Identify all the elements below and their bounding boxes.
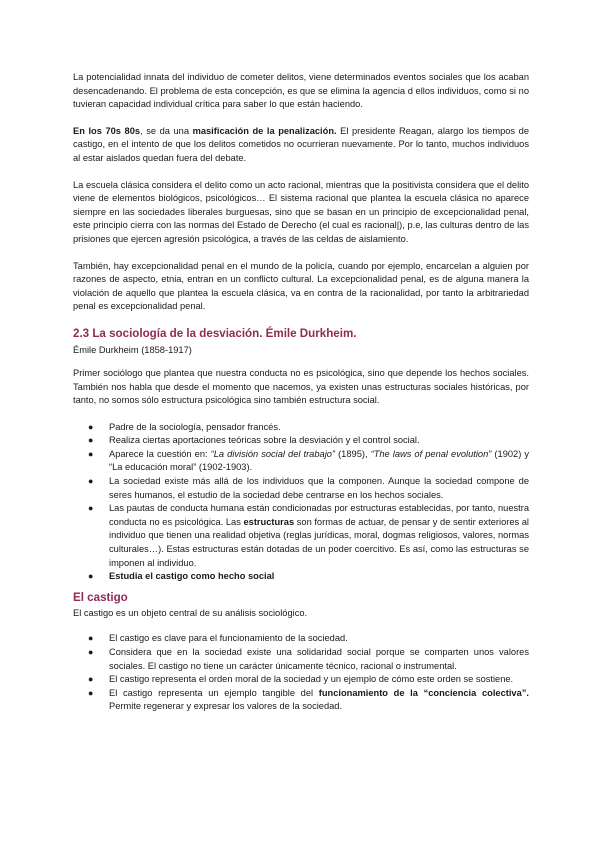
bullet-icon: ● [88, 435, 94, 446]
paragraph-castigo-intro: El castigo es un objeto central de su análisis sociológico. [73, 607, 308, 618]
section-heading-castigo: El castigo [73, 590, 128, 604]
list-item-text: Considera que en la sociedad existe una solidaridad social porque se comparten unos valores sociales. El castigo no tiene un carácter únicamente técnico, racional o instrumental. [109, 647, 529, 671]
bullet-icon: ● [88, 571, 94, 582]
list-item-text: Padre de la sociología, pensador francés. [109, 421, 281, 432]
bullet-icon: ● [88, 687, 94, 698]
list-item [73, 475, 529, 502]
list-item-text: Realiza ciertas aportaciones teóricas sobre la desviación y el control social. [109, 435, 420, 446]
document-body [73, 71, 529, 720]
list-item-text: son formas de actuar, de pensar y de sentir exteriores al individuo que tienen una realidad objetiva (reglas jurídicas, moral, dogmas religiosos, valores, normas culturales…). Estas estructuras están dotadas de un poder coercitivo. Es así, como las estructuras se imponen al individuo. [109, 516, 529, 568]
list-item [73, 434, 529, 448]
bold-estudia-castigo: Estudia el castigo como hecho social [109, 571, 275, 582]
bullet-icon: ● [88, 674, 94, 685]
list-item [73, 632, 529, 646]
list-item [73, 646, 529, 673]
list-item-text: El castigo es clave para el funcionamiento de la sociedad. [109, 633, 348, 644]
paragraph-text: , se da una [140, 125, 193, 136]
author-dates: Émile Durkheim (1858-1917) [73, 344, 192, 355]
list-item-text: Permite regenerar y expresar los valores de la sociedad. [109, 701, 343, 712]
bold-conciencia-colectiva: funcionamiento de la “conciencia colectiva”. [318, 687, 530, 698]
bold-estructuras: estructuras [243, 516, 295, 527]
list-item [73, 421, 529, 435]
bold-decade: En los 70s 80s [73, 125, 141, 136]
list-item-text: Aparece la cuestión en: [109, 448, 211, 459]
durkheim-bullet-list [73, 421, 529, 584]
list-item-text: (1902) y “La educación moral” (1902-1903). [109, 448, 530, 473]
paragraph-masificacion [73, 125, 529, 166]
book-title: “La división social del trabajo” [210, 448, 336, 459]
bullet-icon: ● [88, 633, 94, 644]
list-item-text: (1895), [335, 448, 371, 459]
list-item-text: El castigo representa un ejemplo tangible del [109, 687, 319, 698]
bullet-icon: ● [88, 647, 94, 657]
bold-masificacion: masificación de la penalización. [192, 125, 337, 136]
list-item-text: Las pautas de conducta humana están condicionadas por estructuras establecidas, por tanto, nuestra conducta no es psicológica. Las [109, 503, 529, 527]
list-item [73, 673, 529, 687]
book-title: “The laws of penal evolution” [370, 448, 492, 459]
list-item-text: La sociedad existe más allá de los individuos que la componen. Aunque la sociedad compone de seres humanos, el estudio de la sociedad debe centrarse en los hechos sociales. [109, 476, 529, 500]
bullet-icon: ● [88, 421, 94, 432]
list-item [73, 570, 529, 584]
paragraph-escuela-clasica: La escuela clásica considera el delito como un acto racional, mientras que la positivista considera que el delito viene de elementos biológicos, psicológicos… El sistema racional que plantea la escuela clásica no aparece siempre en las sociedades liberales burguesas, sino que se basan en un principio de excepcionalidad penal, este principio cierra con las normas del Estado de Derecho (el cual es racional|), p.e, las culturas dentro de las prisiones que ejercen agresión psicológica, a través de las celdas de aislamiento. [73, 179, 529, 244]
paragraph-text: El presidente Reagan, alargo los tiempos de castigo, en el intento de que los delitos cometidos no ocurrieran nuevamente. Por lo tanto, muchos individuos al estar aislados quedan fuera del debate. [73, 125, 529, 163]
bullet-icon: ● [88, 476, 94, 487]
paragraph-primer-sociologo: Primer sociólogo que plantea que nuestra conducta no es psicológica, sino que depende los hechos sociales. También nos habla que desde el momento que nacemos, ya existen unas estructuras sociales históricas, por tanto, no somos sólo estructura psicológica sino también estructura social. [73, 367, 529, 406]
paragraph-potencialidad: La potencialidad innata del individuo de cometer delitos, viene determinados eventos sociales que los acaban desencadenando. El problema de esta concepción, es que se elimina la agencia d ellos individuos, como si no tuvieran capacidad individual crítica para saber lo que están haciendo. [73, 72, 529, 110]
section-heading-durkheim: 2.3 La sociología de la desviación. Émile Durkheim. [73, 326, 357, 340]
bullet-icon: ● [88, 448, 94, 459]
list-item-text: El castigo representa el orden moral de la sociedad y un ejemplo de cómo este orden se sostiene. [109, 674, 514, 685]
list-item [73, 502, 529, 570]
list-item [73, 687, 529, 714]
bullet-icon: ● [88, 503, 94, 514]
castigo-bullet-list [73, 632, 529, 714]
paragraph-policia: También, hay excepcionalidad penal en el mundo de la policía, cuando por ejemplo, encarcelan a alguien por razones de aspecto, etnia, entran en un conflicto cultural. La excepcionalidad penal, es de alguna manera la violación de aquello que plantea la escuela clásica, va en contra de la racionalidad, por tanto la arbitrariedad penal es excepcionalidad penal. [73, 260, 529, 312]
list-item [73, 448, 529, 475]
